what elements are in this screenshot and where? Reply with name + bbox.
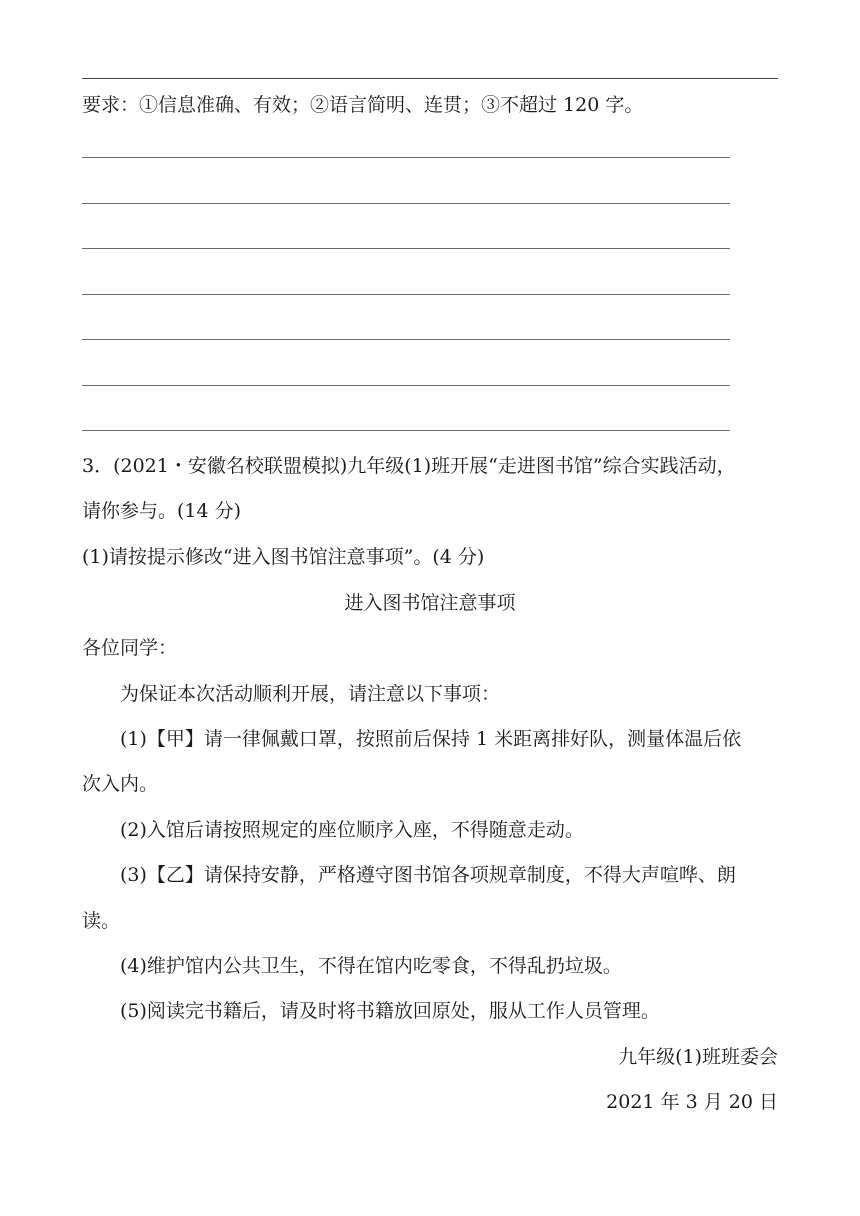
answer-line bbox=[82, 248, 730, 249]
top-answer-line bbox=[82, 78, 778, 79]
notice-item-5: (5)阅读完书籍后，请及时将书籍放回原处，服从工作人员管理。 bbox=[120, 1000, 660, 1022]
notice-item-4: (4)维护馆内公共卫生，不得在馆内吃零食，不得乱扔垃圾。 bbox=[120, 955, 622, 977]
notice-title: 进入图书馆注意事项 bbox=[344, 592, 516, 614]
notice-intro: 为保证本次活动顺利开展，请注意以下事项： bbox=[120, 683, 501, 705]
notice-item-2: (2)入馆后请按照规定的座位顺序入座，不得随意走动。 bbox=[120, 819, 584, 841]
answer-line bbox=[82, 294, 730, 295]
answer-line bbox=[82, 203, 730, 204]
notice-salutation: 各位同学： bbox=[82, 637, 178, 659]
notice-item-3-line-2: 读。 bbox=[82, 910, 121, 932]
question-3-line-2: 请你参与。(14 分) bbox=[82, 500, 242, 522]
answer-line bbox=[82, 157, 730, 158]
answer-line bbox=[82, 430, 730, 431]
notice-item-3-line-1: (3)【乙】请保持安静，严格遵守图书馆各项规章制度，不得大声喧哗、朗 bbox=[120, 864, 736, 886]
notice-item-1-line-1: (1)【甲】请一律佩戴口罩，按照前后保持 1 米距离排好队，测量体温后依 bbox=[120, 728, 742, 750]
question-3-line-1: 3．(2021・安徽名校联盟模拟)九年级(1)班开展“走进图书馆”综合实践活动， bbox=[82, 455, 736, 477]
answer-line bbox=[82, 339, 730, 340]
notice-item-1-line-2: 次入内。 bbox=[82, 773, 159, 795]
question-3-sub-1: (1)请按提示修改“进入图书馆注意事项”。(4 分) bbox=[82, 546, 485, 568]
notice-signature: 九年级(1)班班委会 bbox=[618, 1046, 778, 1068]
requirement-text: 要求：①信息准确、有效；②语言简明、连贯；③不超过 120 字。 bbox=[82, 94, 644, 116]
answer-line bbox=[82, 385, 730, 386]
notice-date: 2021 年 3 月 20 日 bbox=[606, 1091, 778, 1113]
